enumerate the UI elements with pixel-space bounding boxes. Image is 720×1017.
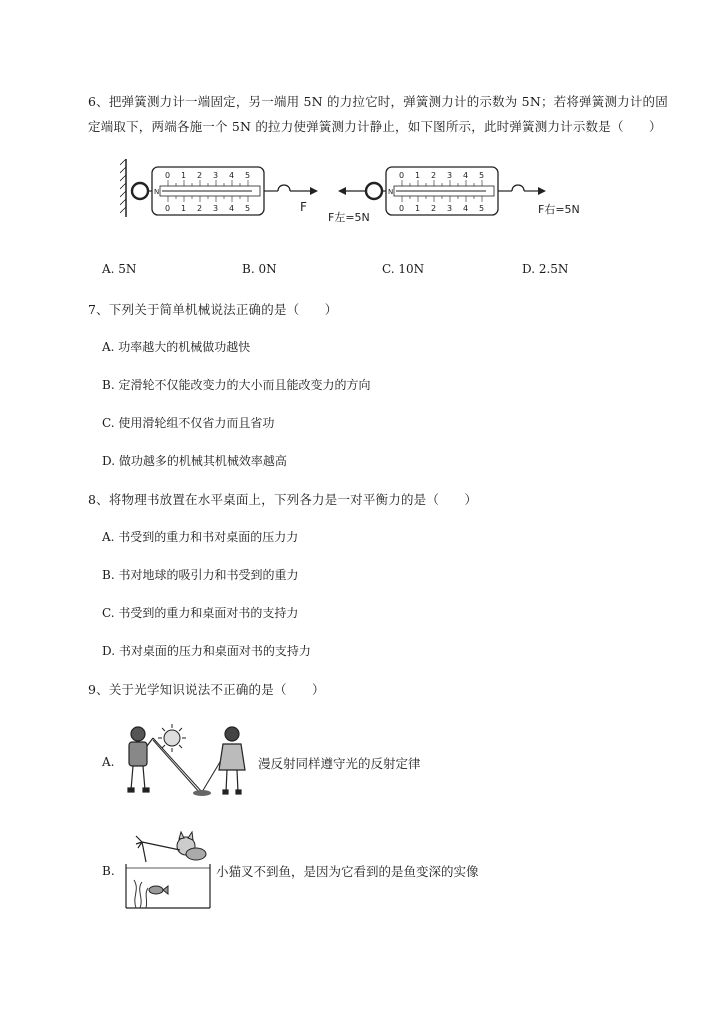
right-scale-top-0: 0 [399, 171, 405, 180]
right-scale-unit: N [388, 188, 394, 196]
left-scale-bottom-4: 4 [229, 204, 235, 213]
q9-option-b-text: 小猫叉不到鱼，是因为它看到的是鱼变深的实像 [216, 864, 479, 879]
left-scale-bottom-2: 2 [197, 204, 203, 213]
right-spring-scale [328, 167, 580, 224]
cat-fishing-illustration [122, 828, 212, 910]
q6-option-c[interactable]: C. 10N [382, 262, 425, 276]
q9-option-a-text: 漫反射同样遵守光的反射定律 [258, 756, 421, 771]
q8-option-a[interactable]: A. 书受到的重力和书对桌面的压力力 [102, 530, 299, 544]
right-right-force-label: F右=5N [538, 203, 580, 216]
q6-stem-line1: 6、把弹簧测力计一端固定，另一端用 5N 的力拉它时，弹簧测力计的示数为 5N；若将弹簧测力计的固 [88, 94, 668, 109]
q7-option-d[interactable]: D. 做功越多的机械其机械效率越高 [102, 454, 287, 468]
right-scale-top-2: 2 [431, 171, 437, 180]
left-scale-top-5: 5 [245, 171, 251, 180]
left-scale-top-0: 0 [165, 171, 171, 180]
q9-option-a-letter[interactable]: A. [102, 755, 115, 769]
q6-option-d[interactable]: D. 2.5N [522, 262, 569, 276]
q8-option-c[interactable]: C. 书受到的重力和桌面对书的支持力 [102, 606, 299, 620]
q9-stem: 9、关于光学知识说法不正确的是（ ） [88, 682, 325, 697]
water-plants [134, 880, 148, 908]
spring-scale-figure [120, 155, 590, 235]
fish-icon [149, 886, 168, 894]
left-scale-bottom-3: 3 [213, 204, 219, 213]
q6-stem-line2: 定端取下，两端各施一个 5N 的拉力使弹簧测力计静止，如下图所示，此时弹簧测力计示数是（ ） [88, 119, 662, 134]
right-left-force-label: F左=5N [328, 211, 370, 224]
right-scale-bottom-3: 3 [447, 204, 453, 213]
q8-stem: 8、将物理书放置在水平桌面上，下列各力是一对平衡力的是（ ） [88, 492, 478, 507]
q6-option-a[interactable]: A. 5N [102, 262, 137, 276]
diffuse-reflection-illustration [120, 720, 255, 802]
girl-figure [219, 727, 245, 794]
right-scale-bottom-1: 1 [415, 204, 421, 213]
left-scale-bottom-5: 5 [245, 204, 251, 213]
q9-option-b-letter[interactable]: B. [102, 864, 115, 878]
right-scale-bottom-2: 2 [431, 204, 437, 213]
left-scale-top-3: 3 [213, 171, 219, 180]
cat-figure [177, 832, 206, 860]
left-spring-scale [132, 167, 318, 215]
left-scale-unit: N [154, 188, 160, 196]
left-scale-bottom-1: 1 [181, 204, 187, 213]
right-scale-top-4: 4 [463, 171, 469, 180]
boy-figure [128, 727, 153, 792]
q7-option-b[interactable]: B. 定滑轮不仅能改变力的大小而且能改变力的方向 [102, 378, 371, 392]
right-scale-bottom-0: 0 [399, 204, 405, 213]
q8-option-b[interactable]: B. 书对地球的吸引力和书受到的重力 [102, 568, 299, 582]
right-scale-top-1: 1 [415, 171, 421, 180]
left-scale-bottom-0: 0 [165, 204, 171, 213]
right-scale-top-5: 5 [479, 171, 485, 180]
left-scale-top-2: 2 [197, 171, 203, 180]
right-scale-top-3: 3 [447, 171, 453, 180]
right-scale-bottom-5: 5 [479, 204, 485, 213]
left-scale-top-4: 4 [229, 171, 235, 180]
q8-option-d[interactable]: D. 书对桌面的压力和桌面对书的支持力 [102, 644, 311, 658]
q7-option-c[interactable]: C. 使用滑轮组不仅省力而且省功 [102, 416, 275, 430]
fishing-fork-icon [136, 836, 180, 862]
q7-stem: 7、下列关于简单机械说法正确的是（ ） [88, 302, 338, 317]
q7-option-a[interactable]: A. 功率越大的机械做功越快 [102, 340, 251, 354]
left-scale-top-1: 1 [181, 171, 187, 180]
left-force-label: F [300, 200, 307, 214]
wall-hatch [120, 159, 126, 217]
reflector-icon [193, 790, 211, 796]
q6-option-b[interactable]: B. 0N [242, 262, 277, 276]
right-scale-bottom-4: 4 [463, 204, 469, 213]
